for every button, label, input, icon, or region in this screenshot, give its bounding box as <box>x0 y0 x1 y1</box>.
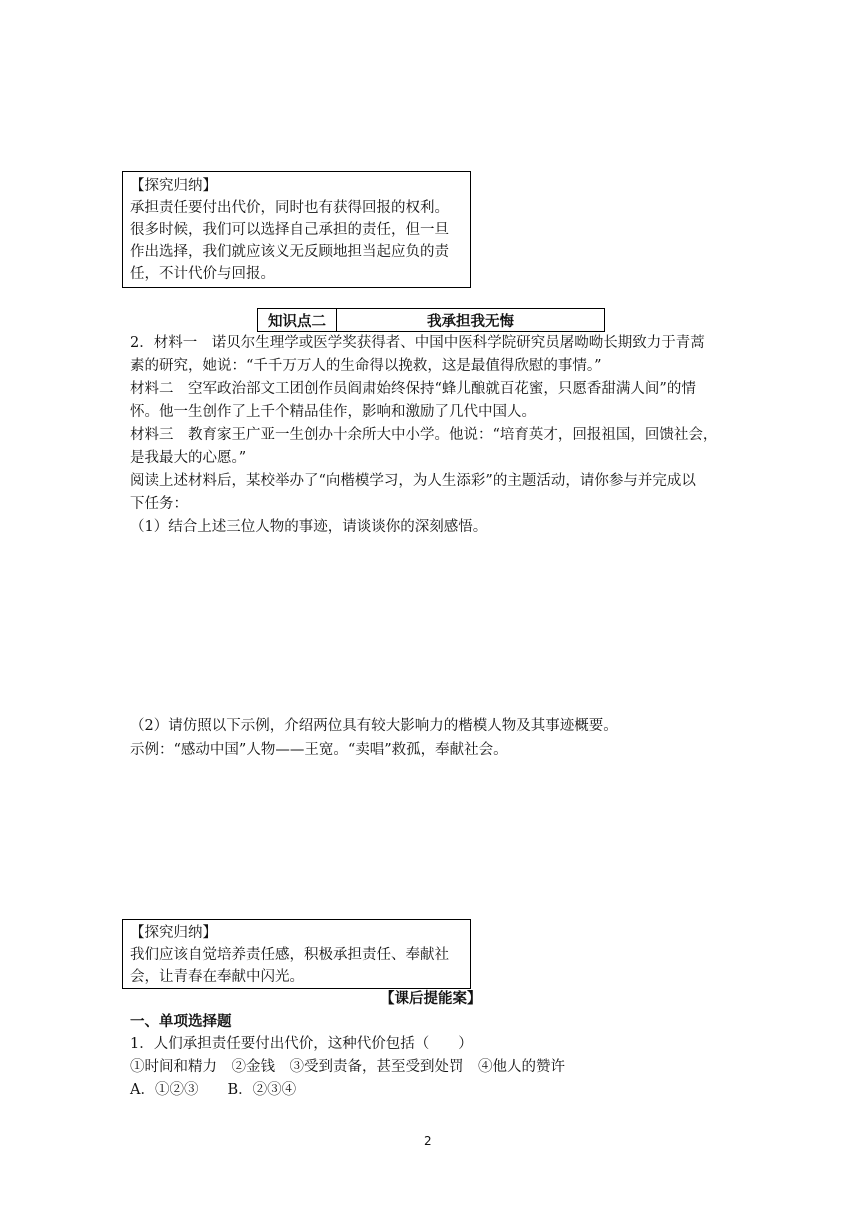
box2-line-1: 我们应该自觉培养责任感，积极承担责任、奉献社 <box>130 947 449 963</box>
mcq-options-line: ①时间和精力 ②金钱 ③受到责备，甚至受到处罚 ④他人的赞许 <box>130 1059 565 1075</box>
question-2-line: 素的研究，她说：“千千万万人的生命得以挽救，这是最值得欣慰的事情。” <box>130 358 602 374</box>
question-2-line: 是我最大的心愿。” <box>130 450 247 466</box>
question-2-line: 2．材料一 诺贝尔生理学或医学奖获得者、中国中医科学院研究员屠呦呦长期致力于青蒿 <box>130 335 705 351</box>
box1-line-1: 承担责任要付出代价，同时也有获得回报的权利。 <box>130 200 449 216</box>
page-number: 2 <box>424 1134 432 1148</box>
inquiry-summary-box-1 <box>122 171 471 288</box>
mcq-choices: A．①②③ B．②③④ <box>130 1082 297 1098</box>
box2-title: 【探究归纳】 <box>130 925 217 941</box>
question-2-line: 怀。他一生创作了上千个精品佳作，影响和激励了几代中国人。 <box>130 404 536 420</box>
question-2-line: 阅读上述材料后，某校举办了“向楷模学习，为人生添彩”的主题活动，请你参与并完成以 <box>130 473 696 489</box>
after-class-heading: 【课后提能案】 <box>380 990 482 1007</box>
box2-line-2: 会，让青春在奉献中闪光。 <box>130 969 304 985</box>
sub-question-2: （2）请仿照以下示例，介绍两位具有较大影响力的楷模人物及其事迹概要。 <box>130 718 618 734</box>
knowledge-point-table <box>257 308 605 332</box>
section-heading: 一、单项选择题 <box>130 1013 232 1030</box>
example-line: 示例：“感动中国”人物——王宽。“卖唱”救孤，奉献社会。 <box>130 742 508 758</box>
question-2 <box>130 332 735 539</box>
knowledge-point-label: 知识点二 <box>258 309 337 331</box>
question-2-line: 材料三 教育家王广亚一生创办十余所大中小学。他说：“培育英才，回报祖国，回馈社会， <box>130 427 718 443</box>
sub-question-1: （1）结合上述三位人物的事迹，请谈谈你的深刻感悟。 <box>130 519 488 535</box>
question-2-line: 材料二 空军政治部文工团创作员阎肃始终保持“蜂儿酿就百花蜜，只愿香甜满人间”的情 <box>130 381 696 397</box>
mcq-question-1: 1．人们承担责任要付出代价，这种代价包括（ ） <box>130 1036 473 1052</box>
box1-line-3: 作出选择，我们就应该义无反顾地担当起应负的责 <box>130 244 449 260</box>
box1-line-4: 任，不计代价与回报。 <box>130 266 275 282</box>
inquiry-summary-box-2 <box>122 919 471 989</box>
knowledge-point-title: 我承担我无悔 <box>427 312 514 330</box>
question-2-line: 下任务： <box>130 496 188 512</box>
box1-line-2: 很多时候，我们可以选择自己承担的责任，但一旦 <box>130 222 449 238</box>
box1-title: 【探究归纳】 <box>130 178 217 194</box>
